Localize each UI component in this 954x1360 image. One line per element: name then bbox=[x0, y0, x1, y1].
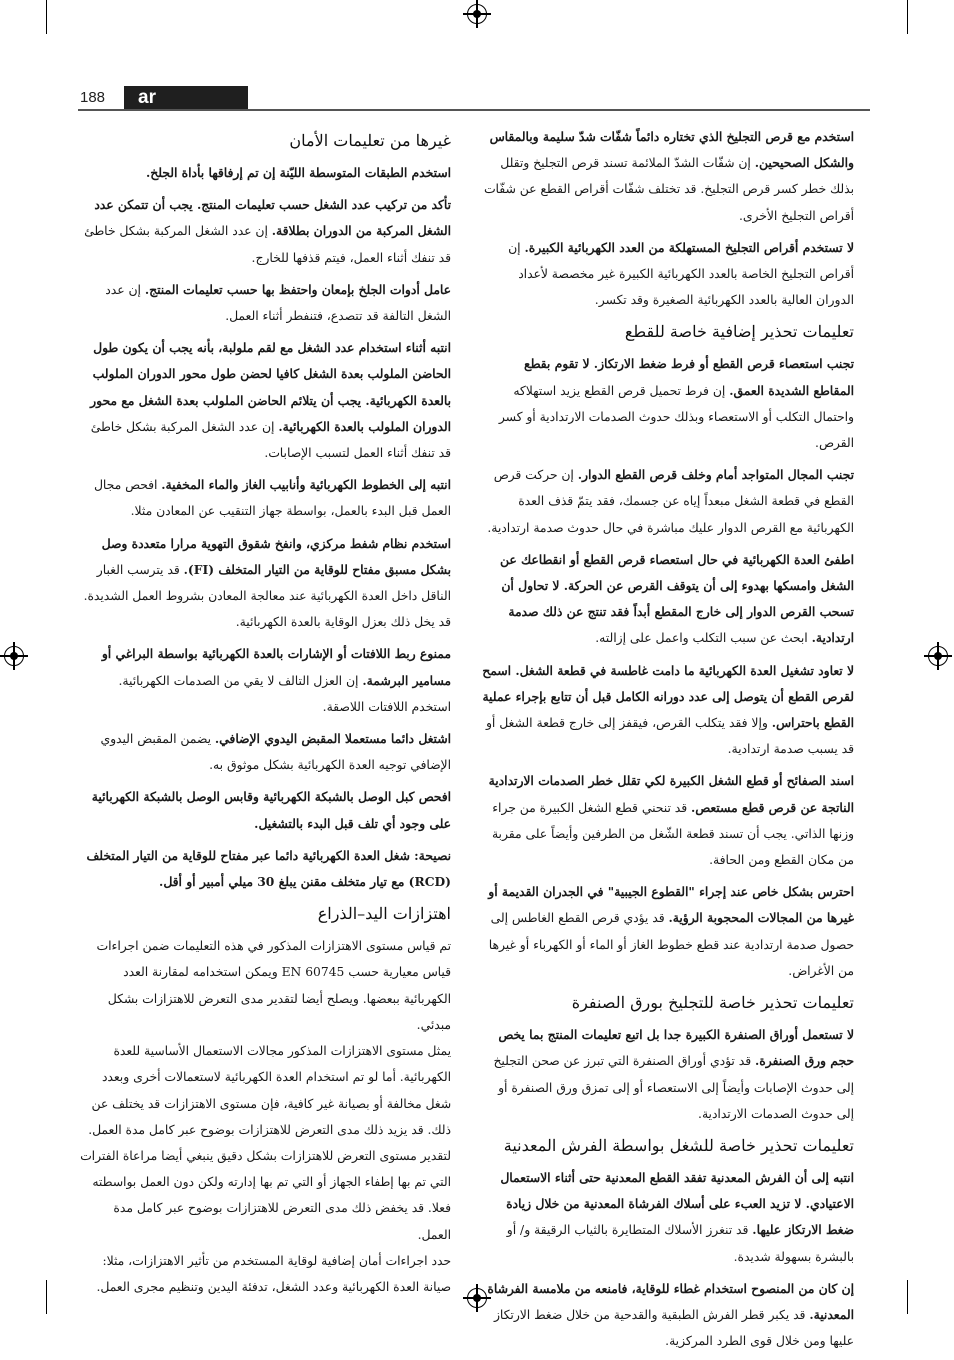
crop-mark bbox=[907, 0, 908, 34]
section-heading: تعليمات تحذير خاصة للشغل بواسطة الفرش المعدنية bbox=[503, 1135, 854, 1155]
warning-lead: انتبه إلى أن الفرش المعدنية تفقد القطع المعدنية حتى أثناء الاستعمال الاعتيادي. لا تزيد العبء على أسلاك الفرشاة المعدنية من خلال زيادة ضغط الارتكاز عليها. bbox=[500, 1169, 854, 1238]
warning-body: يضمن المقبض اليدوي الإضافي توجيه العدة الكهربائية بشكل موثوق به. bbox=[100, 732, 451, 773]
warning-lead: لا تستعمل أوراق الصنفرة الكبيرة جدا بل اتبع تعليمات المنتج بما يخص حجم ورق الصنفرة. bbox=[498, 1027, 854, 1069]
warning-paragraph bbox=[78, 277, 451, 329]
warning-body: إن العزل التالف لا يقي من الصدمات الكهربائية. استخدم اللافتات اللاصقة. bbox=[118, 673, 451, 714]
warning-lead: اطفئ العدة الكهربائية في حال استعصاء قرص القطع أو انقطاعك عن الشغل وامسكها بهدوء إلى أن يتوقف القرص عن الحركة. لا تحاول أن تسحب القرص الدوار إلى خارج المقطع أبداً فقد تنتج عن ذلك صدمة ارتدادية. bbox=[500, 551, 854, 646]
warning-lead: ممنوع ربط اللافتات أو الإشارات بالعدة الكهربائية بواسطة البراغي أو مسامير البرشمة. bbox=[101, 646, 451, 688]
warning-body: إن عدد الشغل المركبة بشكل خاطئ قد تنفك أثناء العمل لتسبب الإصابات. bbox=[90, 419, 451, 461]
warning-paragraph bbox=[481, 768, 854, 873]
warning-paragraph bbox=[481, 879, 854, 984]
page-header bbox=[78, 86, 870, 110]
warning-body: قد تؤدي أوراق الصنفرة التي تبرز عن صحن التجليخ إلى حدوث الإصابات وأيضاً إلى الاستعصاء أو إلى تمزق ورق الصنفرة أو إلى حدوث الصدمات الارتدادية. bbox=[493, 1054, 854, 1121]
warning-body: قد يؤدي قرص القطع الغاطس إلى حصول صدمة ارتدادية عند قطع خطوط الغاز أو الماء أو الكهرباء أو غيرها من الأغراض. bbox=[488, 911, 854, 978]
right-column bbox=[481, 124, 854, 1360]
warning-lead: افحص كبل الوصل بالشبكة الكهربائية وقابس الوصل بالشبكة الكهربائية على وجود أي تلف قبل البدء بالتشغيل. bbox=[91, 789, 451, 831]
page-number: 188 bbox=[80, 89, 106, 106]
warning-body: قد تنحني قطع الشغل الكبيرة من جراء وزنها الذاتي. يجب أن تسند قطعة الشّغل من الطرفين وأيضاً على مقربة من مكان القطع ومن الحافة. bbox=[491, 800, 854, 868]
body-paragraph: حدد اجراءات أمان إضافية لوقاية المستخدم من تأثير الاهتزازات، مثلا: صيانة العدة الكهربائية وعدد الشغل، تدفئة اليدين وتنظيم مجرى العمل. bbox=[96, 1253, 451, 1294]
warning-paragraph bbox=[78, 726, 451, 778]
warning-paragraph bbox=[481, 462, 854, 541]
warning-lead: لا تعاود تشغيل العدة الكهربائية ما دامت غاطسة في قطعة الشغل. اسمح لقرص القطع أن يتوصل إلى عدد دورانه الكامل قبل أن تتابع بإجراء عملية القطع باحتراس. bbox=[482, 662, 854, 731]
warning-lead: تجنب المجال المتواجد أمام وخلف قرص القطع الدوار. bbox=[577, 467, 854, 483]
warning-lead: استخدم مع قرص التجليخ الذي تختاره دائماً شفّات شدّ سليمة وبالمقاس والشكل الصحيحين. bbox=[489, 129, 854, 171]
warning-paragraph bbox=[78, 335, 451, 466]
registration-mark-icon bbox=[928, 646, 948, 666]
warning-paragraph bbox=[481, 1022, 854, 1127]
left-column bbox=[78, 122, 451, 1300]
warning-paragraph bbox=[78, 641, 451, 720]
crop-mark bbox=[46, 1280, 47, 1314]
warning-paragraph bbox=[481, 235, 854, 314]
warning-body: إن شفّات الشدّ الملائمة تسند قرص التجليخ وتقلل بذلك خطر كسر قرص التجليخ. قد تختلف شفّات أقراص القطع عن شفّات أقراص التجليخ الأخرى. bbox=[483, 156, 854, 223]
warning-body: قد يترسب الغبار الناقل داخل العدة الكهربائية عند معالجة المعادن بشروط العمل الشديدة. قد يخل ذلك بعزل الوقاية بالعدة الكهربائية. bbox=[83, 562, 451, 630]
registration-mark-icon bbox=[4, 646, 24, 666]
header-rule bbox=[78, 109, 870, 111]
section-heading: غيرها من تعليمات الأمان bbox=[289, 131, 451, 150]
warning-body: قد تنغرز الأسلاك المتطايرة بالثياب الرقيقة و/ أو بالبشرة بسهولة شديدة. bbox=[506, 1223, 854, 1264]
warning-lead: إن كان من المنصوح استخدام غطاء للوقاية، فامنعه من ملامسة الفرشاة المعدنية. bbox=[487, 1280, 854, 1322]
warning-paragraph bbox=[481, 1165, 854, 1270]
warning-body: إن فرط تحميل قرص القطع يزيد استهلاكه واحتمال التكلب أو الاستعصاء وبذلك حدوث الصدمات الارتدادية أو كسر القرص. bbox=[498, 383, 854, 451]
warning-body: إن أقراص التجليخ الخاصة بالعدد الكهربائية الكبيرة غير مخصصة لأعداد الدوران العالية بالعدد الكهربائية الصغيرة وقد تكسر. bbox=[508, 240, 854, 308]
section-heading: تعليمات تحذير خاصة للتجليخ بورق الصنفرة bbox=[571, 993, 854, 1013]
warning-body: وإلا فقد يتكلب القرص، فيقفز إلى خارج قطعة الشغل أو قد يسبب صدمة ارتدادية. bbox=[485, 716, 854, 757]
warning-lead: نصيحة: شغل العدة الكهربائية دائما عبر مفتاح للوقاية من التيار المتخلف (RCD) مع تيار متخلف مقنن يبلغ 30 ميلي أمبير أو أقل. bbox=[86, 847, 451, 890]
warning-body: إن عدد الشغل المركبة بشكل خاطئ قد تنفك أثناء العمل، فيتم قذفها للخارج. bbox=[84, 224, 451, 265]
language-badge: ar bbox=[124, 86, 248, 110]
warning-paragraph bbox=[78, 192, 451, 271]
warning-paragraph bbox=[78, 531, 451, 636]
warning-lead: لا تستخدم أقراص التجليخ المستهلكة من العدد الكهربائية الكبيرة. bbox=[524, 239, 854, 255]
warning-lead: اسند الصفائح أو قطع الشغل الكبيرة لكي تقلل خطر الصدمات الارتدادية الناتجة عن قرص قطع مستعص. bbox=[488, 773, 854, 815]
warning-paragraph bbox=[78, 160, 451, 186]
crop-mark bbox=[46, 0, 47, 34]
warning-lead: استخدم نظام شفط مركزي، وانفخ شقوق التهوية مرارا متعددة وصل بشكل مسبق مفتاح للوقاية من التيار المتخلف (FI). bbox=[101, 535, 451, 577]
section-heading: تعليمات تحذير إضافية خاصة للقطع bbox=[624, 322, 854, 342]
warning-body: ابحث عن سبب التكلب واعمل على إزالته. bbox=[595, 631, 812, 646]
warning-lead: عامل أدوات الجلخ بإمعان واحتفظ بها حسب تعليمات المنتج. bbox=[144, 281, 451, 297]
warning-lead: احترس بشكل خاص عند إجراء "القطوع الجيبية" في الجدران القديمة أو غيرها من المجالات المحجوبة الرؤية. bbox=[488, 884, 854, 926]
section-heading: اهتزازات اليد–الذراع bbox=[317, 904, 451, 924]
warning-lead: انتبه أثناء استخدام عدد الشغل مع لقم ملولبة، بأنه يجب أن يكون طول الحاضن الملولب بعدة الشغل كافيا لحضن طول محور الدوران الملولب بالعدة الكهربائية. يجب أن يتلائم الحاضن الملولب بعدة الشغل مع محور الدوران الملولب بالعدة الكهربائية. bbox=[90, 340, 451, 434]
warning-paragraph bbox=[78, 472, 451, 524]
warning-lead: تأكد من تركيب عدد الشغل حسب تعليمات المنتج. يجب أن تتمكن عدد الشغل المركبة من الدوران بطلاقة. bbox=[94, 197, 451, 239]
warning-paragraph bbox=[78, 843, 451, 895]
warning-lead: اشتغل دائما مستعملا المقبض اليدوي الإضافي. bbox=[214, 731, 451, 747]
warning-paragraph bbox=[481, 1276, 854, 1355]
warning-body: إن حركت قرص القطع في قطعة الشغل مبعداً إياه عن جسمك، فقد يتمّ قذف العدة الكهربائية مع القرص الدوار عليك مباشرة في حال حدوث صدمة ارتدادية. bbox=[487, 468, 854, 535]
warning-paragraph bbox=[78, 784, 451, 836]
warning-paragraph bbox=[481, 351, 854, 456]
warning-body: قد يكبر قطر الفرش الطبقية والقدحية من خلال ضغط الارتكاز عليها ومن خلال قوى الطرد المركزية. bbox=[493, 1307, 854, 1349]
warning-paragraph bbox=[481, 547, 854, 652]
warning-lead: تجنب استعصاء قرص القطع أو فرط ضغط الارتكاز. لا تقوم بقطع المقاطع الشديدة العمق. bbox=[524, 356, 854, 398]
body-paragraph: تم قياس مستوى الاهتزازات المذكور في هذه التعليمات ضمن اجراءات قياس معيارية حسب EN 60745 ويمكن استخدامه لمقارنة العدد الكهربائية ببعضها. ويصلح أيضا لتقدير مدى التعرض للاهتزازات بشكل مبدئي. bbox=[96, 939, 451, 1032]
warning-body: إن عدد الشغل التالفة قد تتصدع، فتنفطر أثناء العمل. bbox=[105, 282, 451, 324]
body-paragraph: لتقدير مستوى التعرض للاهتزازات بشكل دقيق ينبغي أيضا مراعاة الفترات التي تم بها إطفاء الجهاز أو التي تم بها إدارته ولكن دون العمل بواسطته فعلا. قد يخفض ذلك مدى التعرض للاهتزازات بوضوح عبر كامل مدة العمل. bbox=[80, 1148, 451, 1242]
registration-mark-icon bbox=[467, 4, 487, 24]
warning-paragraph bbox=[481, 658, 854, 763]
warning-lead: انتبه إلى الخطوط الكهربائية وأنابيب الغاز والماء المخفية. bbox=[161, 477, 451, 493]
warning-body: افحص مجال العمل قبل البدء بالعمل، بواسطة جهاز التنقيب عن المعادن مثلا. bbox=[93, 478, 451, 519]
crop-mark bbox=[907, 1280, 908, 1314]
warning-lead: استخدم الطبقات المتوسطة الليّنة إن تم إرفاقها بأداة الجلخ. bbox=[146, 165, 451, 180]
body-paragraph: يمثل مستوى الاهتزازات المذكور مجالات الاستعمال الأساسية للعدة الكهربائية. أما لو تم استخدام العدة الكهربائية لاستعمالات أخرى وبعدد شغل مخالفة أو بصيانة غير كافية، فإن مستوى الاهتزازات قد يختلف عن ذلك. قد يزيد ذلك مدى التعرض للاهتزازات بوضوح عبر كامل مدة العمل. bbox=[88, 1044, 451, 1137]
warning-paragraph bbox=[481, 124, 854, 229]
